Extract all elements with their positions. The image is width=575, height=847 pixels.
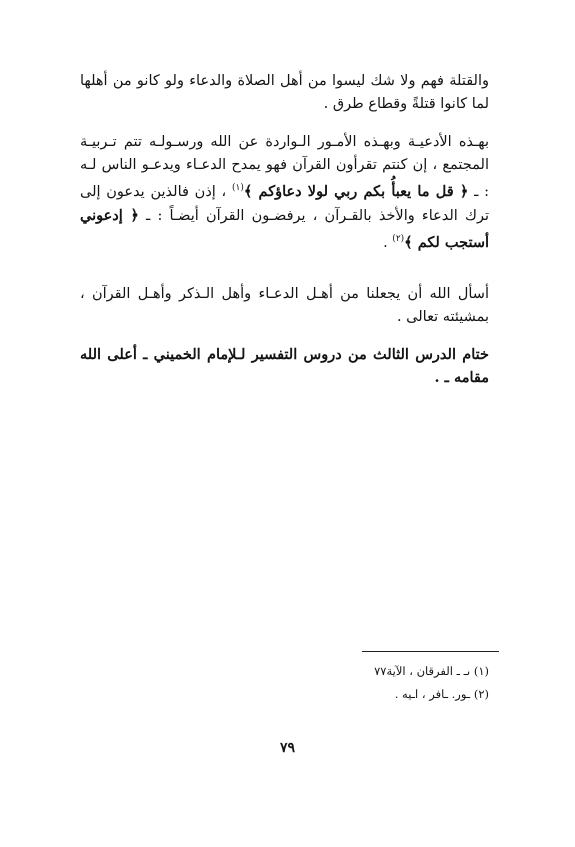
paragraph-1: والقتلة فهم ولا شك ليسوا من أهل الصلاة والدعاء ولو كانو من أهلها لما كانوا قتلةً وقطاع طرق . (80, 73, 489, 112)
footnote-1: (١) ىـ ـ الفرقان ، الآية٧٧ (374, 664, 489, 678)
paragraph-2-end: . (383, 234, 388, 251)
paragraph-2-intro: بهـذه الأدعيـة وبهـذه الأمـور الـواردة عن الله ورسـولـه تتم تـربيـة المجتمع ، إن كنتم تقرأون القرآن فهو يمدح الدعـاء ويدعـو الناس لـه : ـ (80, 134, 489, 200)
footnote-ref-1: (١) (231, 183, 244, 193)
quran-quote-2: ﴿ إدعوني أستجب لكم ﴾ (80, 206, 489, 251)
quran-quote-1: ﴿ قل ما يعبأُ بكم ربي لولا دعاؤكم ﴾ (243, 182, 469, 200)
paragraph-2 (80, 131, 489, 255)
page-number: ٧٩ (279, 740, 296, 756)
footnote-2: (٢) ـور. ـافر ، اـيه . (394, 687, 489, 701)
paragraph-2-middle: ، إذن فالذين يدعون إلى ترك الدعاء والأخذ بالقـرآن ، يرفضـون القرآن أيضـاً : ـ (80, 183, 489, 224)
paragraph-3: أسأل الله أن يجعلنا من أهـل الدعـاء وأهل الـذكر وأهـل القرآن ، بمشيئته تعالى . (80, 286, 489, 325)
footnote-ref-2: (٢) (392, 233, 405, 244)
closing-paragraph: ختام الدرس الثالث من دروس التفسير لـلإمام الخميني ـ أعلى الله مقامه ـ . (80, 346, 489, 386)
footnote-divider (362, 651, 499, 652)
